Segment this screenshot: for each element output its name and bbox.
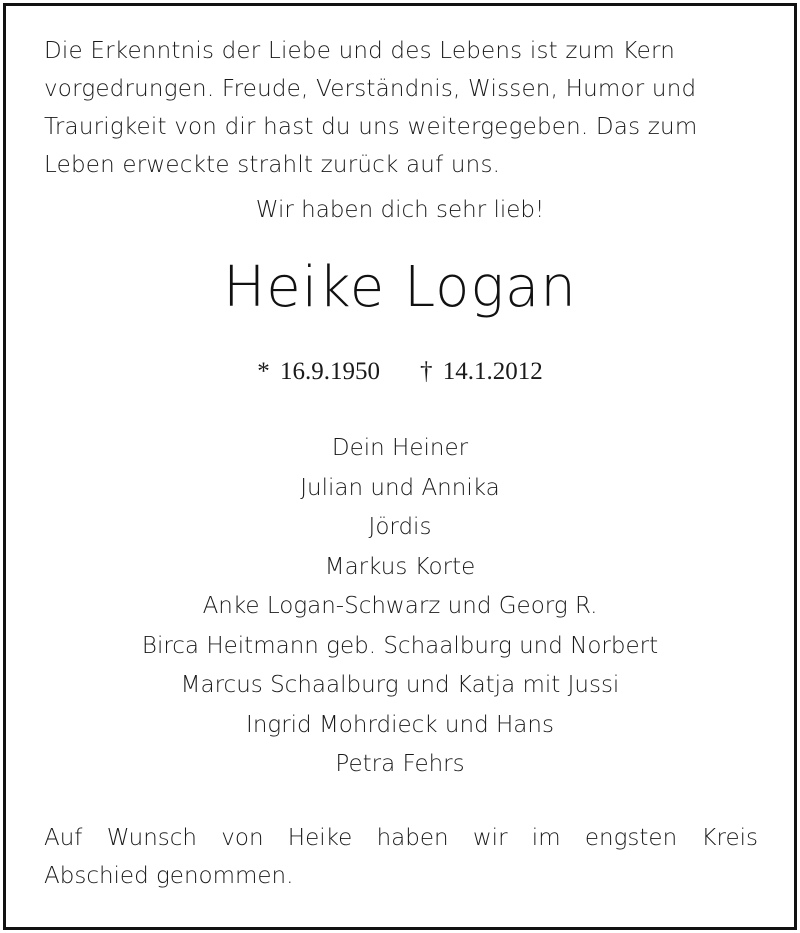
mourner-line: Jördis [368,514,432,540]
intro-line: Die Erkenntnis der Liebe und des Lebens ist zum Kern [44,38,676,64]
birth-date: * 16.9.1950 [257,358,380,385]
closing-line: Auf Wunsch von Heike haben wir im engsten Kreis [44,825,758,851]
motto: Wir haben dich sehr lieb! [255,197,545,223]
mourner-line: Anke Logan-Schwarz und Georg R. [202,593,598,619]
intro-line: vorgedrungen. Freude, Verständnis, Wissen, Humor und [44,76,697,102]
death-date: † 14.1.2012 [420,358,543,385]
life-dates [0,358,800,386]
mourner-line: Markus Korte [324,553,476,580]
mourners-list [0,429,800,785]
mourner-line: Ingrid Mohrdieck und Hans [246,711,554,738]
intro-line: Traurigkeit von dir hast du uns weitergegeben. Das zum [44,114,698,140]
mourner-line: Birca Heitmann geb. Schaalburg und Norbert [141,632,659,659]
deceased-name: Heike Logan [223,255,577,320]
mourner-line: Petra Fehrs [335,751,465,777]
mourner-line: Julian und Annika [300,474,500,501]
closing-paragraph [44,819,758,895]
intro-line: Leben erweckte strahlt zurück auf uns. [44,152,501,178]
mourner-line: Marcus Schaalburg und Katja mit Jussi [180,672,620,698]
intro-paragraph [44,32,758,184]
closing-line: Abschied genommen. [44,863,294,889]
mourner-line: Dein Heiner [331,435,469,461]
